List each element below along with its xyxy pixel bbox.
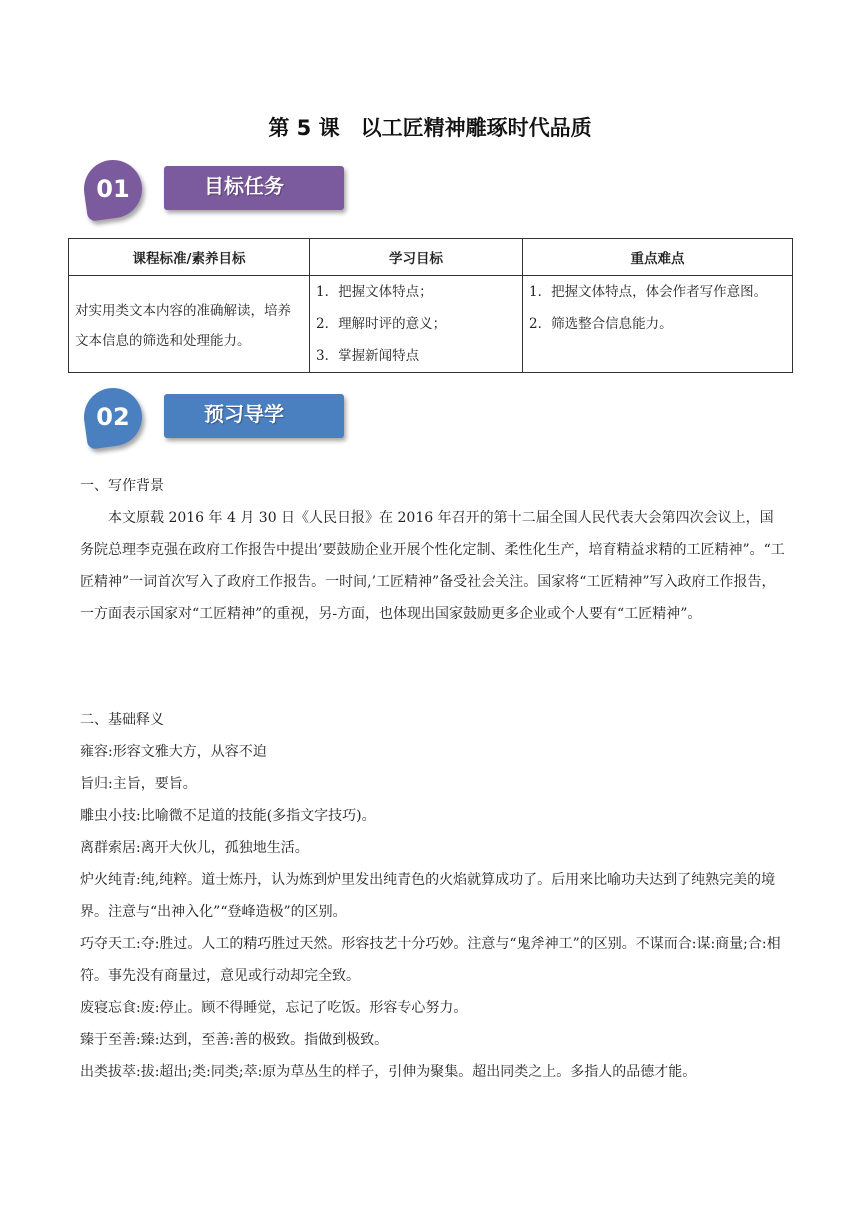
key-points-cell: [523, 276, 793, 373]
table-row: [69, 276, 793, 373]
glossary-entry: 臻于至善:臻:达到，至善:善的极致。指做到极致。: [80, 1032, 389, 1048]
page-title: 第 5 课 以工匠精神雕琢时代品质: [268, 116, 592, 140]
glossary-entry: 离群索居:离开大伙儿，孤独地生活。: [80, 840, 309, 856]
glossary-entry: 雕虫小技:比喻微不足道的技能(多指文字技巧)。: [80, 808, 376, 824]
section-label: 目标任务: [204, 174, 284, 198]
section-number: 02: [96, 403, 130, 431]
table-header-objectives: 学习目标: [310, 239, 523, 276]
goals-table: [68, 238, 793, 373]
section-banner-goals: [80, 156, 370, 222]
glossary-entry: 炉火纯青:纯,纯粹。道士炼丹，认为炼到炉里发出纯青色的火焰就算成功了。后用来比喻功夫达到了纯熟完美的境界。注意与“出神入化”“登峰造极”的区别。: [80, 872, 776, 920]
objectives-cell: [310, 276, 523, 373]
key-point-item: 1．把握文体特点，体会作者写作意图。: [529, 284, 768, 300]
key-point-item: 2．筛选整合信息能力。: [529, 316, 673, 332]
glossary-entry: 出类拔萃:拔:超出;类:同类;萃:原为草丛生的样子，引伸为聚集。超出同类之上。多指人的品德才能。: [80, 1064, 697, 1080]
objective-item: 3．掌握新闻特点: [316, 348, 420, 364]
standard-cell: 对实用类文本内容的准确解读，培养文本信息的筛选和处理能力。: [69, 276, 310, 373]
background-section: [80, 470, 785, 630]
section-heading: 二、基础释义: [80, 712, 164, 728]
glossary-entry: 巧夺天工:夺:胜过。人工的精巧胜过天然。形容技艺十分巧妙。注意与“鬼斧神工”的区别。不谋而合:谋:商量;合:相符。事先没有商量过，意见或行动却完全致。: [80, 936, 781, 984]
glossary-entry: 旨归:主旨，要旨。: [80, 776, 197, 792]
background-paragraph: 本文原载 2016 年 4 月 30 日《人民日报》在 2016 年召开的第十二届全国人民代表大会第四次会议上，国务院总理李克强在政府工作报告中提出’要鼓励企业开展个性化定制、柔性化生产，培育精益求精的工匠精神”。“工匠精神”一词首次写入了政府工作报告。一时间,’工匠精神”备受社会关注。国家将“工匠精神”写入政府工作报告，一方面表示国家对“工匠精神”的重视，另-方面，也体现出国家鼓励更多企业或个人要有“工匠精神”。: [80, 510, 785, 622]
table-header-key-points: 重点难点: [523, 239, 793, 276]
glossary-entry: 雍容:形容文雅大方，从容不迫: [80, 744, 267, 760]
section-label: 预习导学: [204, 402, 284, 426]
table-header-row: [69, 239, 793, 276]
objective-item: 2．理解时评的意义；: [316, 316, 447, 332]
section-banner-preview: [80, 384, 370, 450]
objective-item: 1．把握文体特点；: [316, 284, 433, 300]
section-number: 01: [96, 175, 130, 203]
glossary-entry: 废寝忘食:废:停止。顾不得睡觉，忘记了吃饭。形容专心努力。: [80, 1000, 468, 1016]
section-heading: 一、写作背景: [80, 478, 164, 494]
glossary-section: [80, 704, 785, 1088]
table-header-standard: 课程标准/素养目标: [69, 239, 310, 276]
